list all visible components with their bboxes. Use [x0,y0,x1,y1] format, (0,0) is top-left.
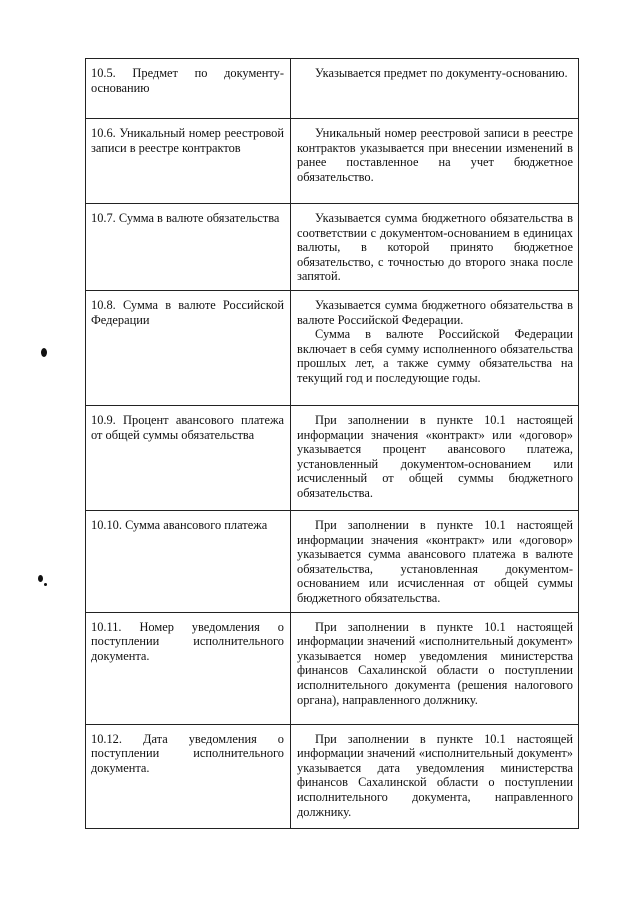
field-name-cell: 10.6. Уникальный номер реестровой записи в реестре контрактов [86,119,291,204]
field-description-cell [291,724,579,828]
field-name-cell: 10.9. Процент авансового платежа от общей суммы обязательства [86,405,291,510]
scan-speck [44,583,47,586]
description-paragraph: При заполнении в пункте 10.1 настоящей информации значений «исполнительный документ» указывается дата уведомления министерства финансов Сахалинской области о поступлении исполнительного документа, направленного должнику. [297,731,573,819]
description-paragraph: Указывается сумма бюджетного обязательства в соответствии с документом-основанием в единицах валюты, в которой принято бюджетное обязательство, с точностью до второго знака после запятой. [297,211,573,284]
description-paragraph: При заполнении в пункте 10.1 настоящей информации значения «контракт» или «договор» указывается процент авансового платежа, установленный документом-основанием или исчисленный от общей суммы бюджетного обязательства. [297,412,573,500]
field-description-cell [291,510,579,612]
instructions-table [85,58,579,829]
field-description-cell [291,119,579,204]
field-name-cell: 10.11. Номер уведомления о поступлении исполнительного документа. [86,612,291,724]
description-paragraph: При заполнении в пункте 10.1 настоящей информации значений «исполнительный документ» указывается номер уведомления министерства финансов Сахалинской области о поступлении исполнительного документа (решения налогового органа), направленного должнику. [297,619,573,707]
field-name-cell: 10.12. Дата уведомления о поступлении исполнительного документа. [86,724,291,828]
field-description-cell [291,59,579,119]
table-row [86,59,579,119]
description-paragraph: При заполнении в пункте 10.1 настоящей информации значения «контракт» или «договор» указывается сумма авансового платежа в валюте обязательства, установленная документом-основанием или исчисленная от общей суммы бюджетного обязательства. [297,517,573,605]
field-description-cell [291,612,579,724]
table-row [86,405,579,510]
description-paragraph: Уникальный номер реестровой записи в реестре контрактов указывается при внесении изменений в ранее поставленное на учет бюджетное обязательство. [297,126,573,184]
table-row [86,612,579,724]
table-row [86,119,579,204]
description-paragraph: Сумма в валюте Российской Федерации включает в себя сумму исполненного обязательства прошлых лет, а также сумму обязательства на текущий год и последующие годы. [297,327,573,385]
field-description-cell [291,290,579,405]
field-name-cell: 10.8. Сумма в валюте Российской Федерации [86,290,291,405]
field-description-cell [291,405,579,510]
field-description-cell [291,204,579,291]
table-row [86,724,579,828]
field-name-cell: 10.10. Сумма авансового платежа [86,510,291,612]
scan-speck [41,348,47,357]
table-row [86,204,579,291]
table-row [86,510,579,612]
description-paragraph: Указывается предмет по документу-основанию. [315,66,568,80]
table-row [86,290,579,405]
description-paragraph: Указывается сумма бюджетного обязательства в валюте Российской Федерации. [297,297,573,327]
field-name-cell: 10.7. Сумма в валюте обязательства [86,204,291,291]
field-name-cell: 10.5. Предмет по документу-основанию [86,59,291,119]
scan-speck [38,575,43,582]
